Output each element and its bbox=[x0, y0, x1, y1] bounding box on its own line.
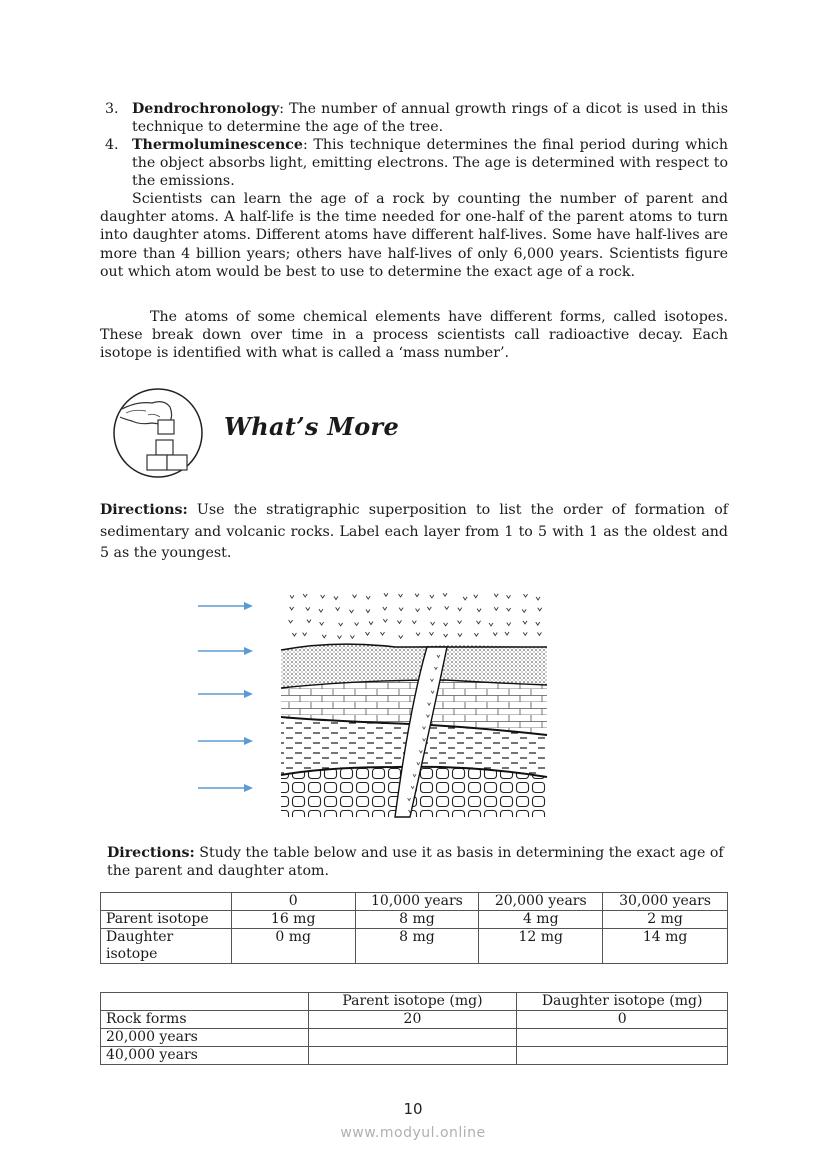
ash-mark bbox=[463, 597, 467, 600]
table-cell: 16 mg bbox=[231, 911, 355, 929]
rock-age-table bbox=[100, 992, 728, 1065]
ash-mark bbox=[536, 597, 540, 600]
ash-mark bbox=[507, 595, 511, 598]
half-life-table bbox=[100, 892, 728, 964]
ash-mark bbox=[366, 632, 370, 635]
row-label: Daughter isotope bbox=[101, 929, 232, 964]
ash-mark bbox=[494, 594, 498, 597]
ash-mark bbox=[339, 623, 343, 626]
header-cell: Parent isotope (mg) bbox=[308, 993, 517, 1011]
table-header-row bbox=[101, 993, 728, 1011]
table-cell: 4 mg bbox=[479, 911, 603, 929]
table-row bbox=[101, 1011, 728, 1029]
ash-mark bbox=[443, 593, 447, 596]
definition: : The number of annual growth rings of a dicot is used in this technique to determine the age of the tree. bbox=[132, 101, 728, 136]
ash-mark bbox=[384, 593, 388, 596]
ash-mark bbox=[289, 620, 293, 623]
row-label: 40,000 years bbox=[101, 1047, 309, 1065]
ash-mark bbox=[380, 632, 384, 635]
ash-mark bbox=[350, 635, 354, 638]
header-cell bbox=[101, 993, 309, 1011]
directions-text: Use the stratigraphic superposition to list the order of formation of sedimentary and volcanic rocks. Label each layer from 1 to 5 with 1 as the oldest and 5 as the youngest. bbox=[100, 502, 728, 561]
ash-mark bbox=[366, 610, 370, 613]
directions-stratigraphy bbox=[100, 500, 728, 565]
ash-mark bbox=[337, 635, 341, 638]
arrow-layer-1 bbox=[198, 602, 253, 610]
ash-mark bbox=[444, 623, 448, 626]
ash-mark bbox=[322, 635, 326, 638]
ash-mark bbox=[321, 595, 325, 598]
ash-mark bbox=[412, 621, 416, 624]
table-cell: 8 mg bbox=[355, 929, 479, 964]
header-cell: 20,000 years bbox=[479, 893, 603, 911]
term: Thermoluminescence bbox=[132, 137, 303, 153]
ash-mark bbox=[523, 621, 527, 624]
paragraph-half-life: Scientists can learn the age of a rock by counting the number of parent and daughter atoms. A half-life is the time needed for one-half of the parent atoms to turn into daughter atoms. Different atoms have different half-lives. Some have half-lives are more than 4 billion years; others have half-lives of only 6,000 years. Scientists figure out which atom would be best to use to determine the exact age of a rock. bbox=[100, 191, 728, 280]
list-number: 3. bbox=[105, 101, 119, 117]
page-number: 10 bbox=[403, 1100, 423, 1118]
table-cell: 2 mg bbox=[603, 911, 728, 929]
layer-arrows bbox=[198, 598, 258, 798]
answer-cell[interactable] bbox=[517, 1029, 728, 1047]
list-item-thermoluminescence bbox=[105, 136, 728, 191]
footer-url[interactable]: www.modyul.online bbox=[340, 1125, 486, 1141]
table-header-row bbox=[101, 893, 728, 911]
ash-mark bbox=[336, 607, 340, 610]
directions-label: Directions: bbox=[100, 502, 188, 518]
ash-mark bbox=[522, 609, 526, 612]
ash-mark bbox=[290, 607, 294, 610]
answer-cell[interactable] bbox=[308, 1047, 517, 1065]
ash-mark bbox=[319, 609, 323, 612]
ash-mark bbox=[489, 623, 493, 626]
arrow-layer-2 bbox=[198, 647, 253, 655]
ash-mark bbox=[430, 595, 434, 598]
table-cell: 0 mg bbox=[231, 929, 355, 964]
list-number: 4. bbox=[105, 137, 119, 153]
ash-mark bbox=[537, 632, 541, 635]
ash-mark bbox=[444, 634, 448, 637]
table-row bbox=[101, 1047, 728, 1065]
ash-mark bbox=[303, 633, 307, 636]
row-label: 20,000 years bbox=[101, 1029, 309, 1047]
arrow-layer-5 bbox=[198, 784, 253, 792]
ash-mark bbox=[416, 609, 420, 612]
table-cell: 0 bbox=[517, 1011, 728, 1029]
ash-mark bbox=[477, 609, 481, 612]
answer-cell[interactable] bbox=[517, 1047, 728, 1065]
ash-mark bbox=[474, 595, 478, 598]
ash-mark bbox=[306, 607, 310, 610]
hand-stacking-blocks-icon bbox=[112, 387, 204, 479]
ash-mark bbox=[538, 608, 542, 611]
row-label: Parent isotope bbox=[101, 911, 232, 929]
ash-mark bbox=[477, 621, 481, 624]
directions-label: Directions: bbox=[107, 845, 195, 861]
ash-mark bbox=[399, 635, 403, 638]
ash-mark bbox=[427, 607, 431, 610]
header-cell: 30,000 years bbox=[603, 893, 728, 911]
ash-mark bbox=[415, 594, 419, 597]
ash-mark bbox=[505, 632, 509, 635]
table-row bbox=[101, 1029, 728, 1047]
ash-mark bbox=[445, 606, 449, 609]
table-row bbox=[101, 929, 728, 964]
ash-mark bbox=[383, 607, 387, 610]
ash-mark bbox=[353, 595, 357, 598]
ash-mark bbox=[397, 620, 401, 623]
ash-mark bbox=[458, 620, 462, 623]
ash-mark bbox=[303, 594, 307, 597]
table-cell: 12 mg bbox=[479, 929, 603, 964]
header-cell: 0 bbox=[231, 893, 355, 911]
arrow-layer-3 bbox=[198, 690, 253, 698]
ash-mark bbox=[493, 633, 497, 636]
ash-mark bbox=[355, 622, 359, 625]
ash-mark bbox=[524, 594, 528, 597]
arrow-layer-4 bbox=[198, 737, 253, 745]
ash-mark bbox=[431, 622, 435, 625]
directions-half-life-table bbox=[107, 844, 729, 880]
ash-mark bbox=[383, 619, 387, 622]
ash-mark bbox=[292, 633, 296, 636]
row-label: Rock forms bbox=[101, 1011, 309, 1029]
ash-mark bbox=[523, 632, 527, 635]
ash-mark bbox=[458, 633, 462, 636]
ash-mark bbox=[369, 622, 373, 625]
list-item-dendrochronology bbox=[105, 100, 728, 136]
paragraph-isotopes: The atoms of some chemical elements have different forms, called isotopes. These break down over time in a process scientists call radioactive decay. Each isotope is identified with what is called a ‘mass number’. bbox=[100, 309, 728, 362]
ash-mark bbox=[398, 594, 402, 597]
table-cell: 20 bbox=[308, 1011, 517, 1029]
ash-mark bbox=[334, 597, 338, 600]
term: Dendrochronology bbox=[132, 101, 280, 117]
section-title: What’s More bbox=[224, 412, 400, 441]
ash-mark bbox=[494, 607, 498, 610]
ash-mark bbox=[458, 608, 462, 611]
answer-cell[interactable] bbox=[308, 1029, 517, 1047]
header-cell: 10,000 years bbox=[355, 893, 479, 911]
ash-mark bbox=[474, 633, 478, 636]
ash-mark bbox=[399, 608, 403, 611]
ash-mark bbox=[507, 608, 511, 611]
table-row bbox=[101, 911, 728, 929]
ash-mark bbox=[307, 620, 311, 623]
ash-mark bbox=[507, 622, 511, 625]
header-cell bbox=[101, 893, 232, 911]
definition: : This technique determines the final period during which the object absorbs light, emitting electrons. The age is determined with respect to the emissions. bbox=[132, 137, 728, 190]
header-cell: Daughter isotope (mg) bbox=[517, 993, 728, 1011]
directions-text: Study the table below and use it as basis in determining the exact age of the parent and daughter atom. bbox=[107, 845, 724, 880]
table-cell: 8 mg bbox=[355, 911, 479, 929]
ash-mark bbox=[290, 595, 294, 598]
ash-mark bbox=[366, 596, 370, 599]
ash-mark bbox=[349, 610, 353, 613]
ash-mark bbox=[416, 633, 420, 636]
table-cell: 14 mg bbox=[603, 929, 728, 964]
ash-mark bbox=[320, 622, 324, 625]
ash-mark bbox=[536, 622, 540, 625]
ash-mark bbox=[429, 632, 433, 635]
